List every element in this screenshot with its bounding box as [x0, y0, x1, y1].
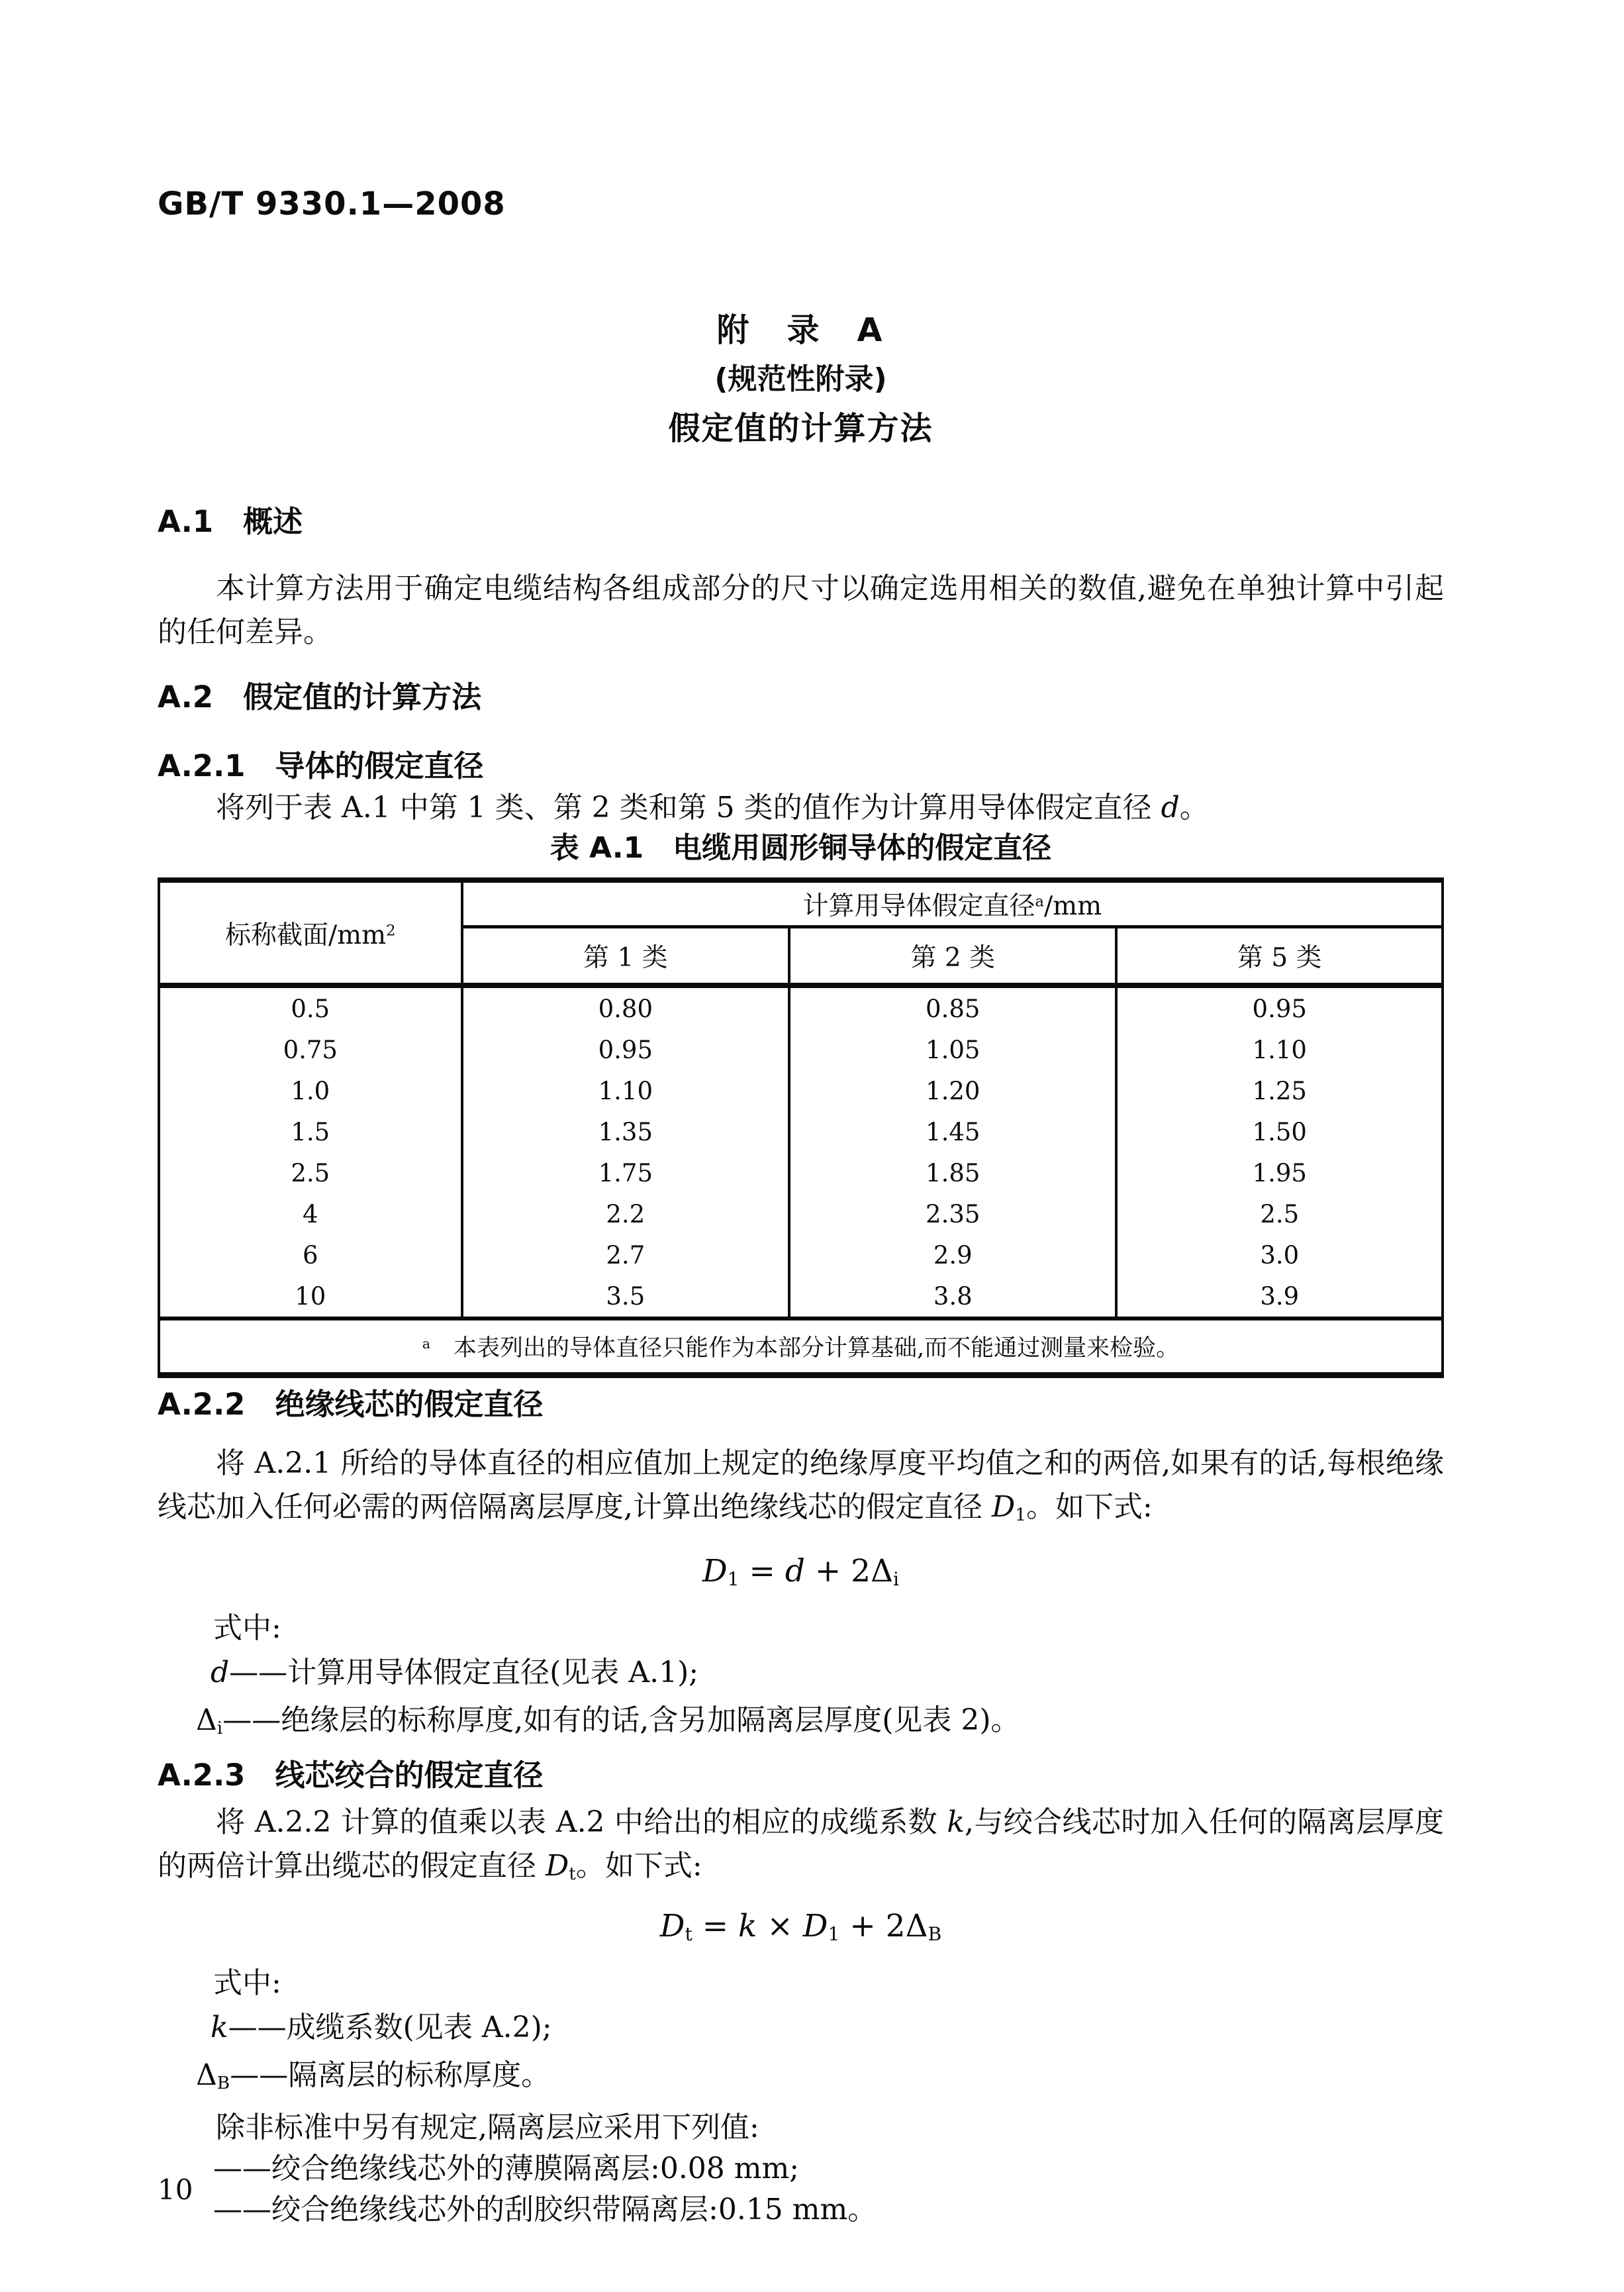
table-cell: 2.7 [462, 1234, 789, 1275]
table-cell: 0.75 [159, 1029, 462, 1070]
page-number: 10 [158, 2173, 193, 2206]
table-footnote: $^a$ 本表列出的导体直径只能作为本部分计算基础,而不能通过测量来检验。 [159, 1319, 1443, 1375]
where-label-2: 式中: [213, 1966, 281, 2000]
separator-value-film: ——绞合绝缘线芯外的薄膜隔离层:0.08 mm; [213, 2151, 800, 2185]
paragraph-a21-intro: 将列于表 A.1 中第 1 类、第 2 类和第 5 类的值作为计算用导体假定直径 d。 [216, 791, 1209, 824]
table-cell: 1.20 [789, 1070, 1116, 1111]
heading-a1: A.1 概述 [158, 504, 303, 539]
table-cell: 2.9 [789, 1234, 1116, 1275]
table-cell: 3.8 [789, 1275, 1116, 1319]
heading-a23: A.2.3 线芯绞合的假定直径 [158, 1757, 544, 1793]
heading-a21: A.2.1 导体的假定直径 [158, 748, 484, 783]
column-group-header-assumed-diameter: 计算用导体假定直径$^a$/mm [462, 880, 1443, 927]
table-a1 [158, 877, 1444, 1378]
definition-d: d——计算用导体假定直径(见表 A.1); [211, 1656, 699, 1689]
heading-a2: A.2 假定值的计算方法 [158, 679, 482, 715]
table-cell: 0.80 [462, 985, 789, 1029]
table-footnote-row [159, 1319, 1443, 1375]
paragraph-a22: 将 A.2.1 所给的导体直径的相应值加上规定的绝缘厚度平均值之和的两倍,如果有的话,每根绝缘线芯加入任何必需的两倍隔离层厚度,计算出绝缘线芯的假定直径 D1。如下式: [158, 1446, 1444, 1525]
separator-values-note: 除非标准中另有规定,隔离层应采用下列值: [216, 2110, 759, 2144]
table-cell: 2.2 [462, 1193, 789, 1234]
table-row [159, 1111, 1443, 1152]
appendix-title: 附 录 A [716, 311, 885, 349]
table-cell: 1.45 [789, 1111, 1116, 1152]
table-cell: 2.5 [159, 1152, 462, 1193]
table-cell: 1.10 [462, 1070, 789, 1111]
where-label-1: 式中: [213, 1611, 281, 1645]
table-cell: 6 [159, 1234, 462, 1275]
table-row [159, 985, 1443, 1029]
table-cell: 1.5 [159, 1111, 462, 1152]
table-cell: 3.5 [462, 1275, 789, 1319]
definition-k: k——成缆系数(见表 A.2); [211, 2010, 552, 2044]
appendix-subtitle: (规范性附录) [714, 362, 887, 396]
table-cell: 4 [159, 1193, 462, 1234]
table-cell: 1.75 [462, 1152, 789, 1193]
table-cell: 3.9 [1116, 1275, 1443, 1319]
paragraph-a1: 本计算方法用于确定电缆结构各组成部分的尺寸以确定选用相关的数值,避免在单独计算中引起的任何差异。 [158, 572, 1444, 649]
table-row [159, 1234, 1443, 1275]
table-cell: 1.10 [1116, 1029, 1443, 1070]
table-cell: 1.0 [159, 1070, 462, 1111]
table-row [159, 1029, 1443, 1070]
table-cell: 1.95 [1116, 1152, 1443, 1193]
column-header-class-1: 第 1 类 [462, 927, 789, 986]
table-cell: 2.35 [789, 1193, 1116, 1234]
separator-value-tape: ——绞合绝缘线芯外的刮胶织带隔离层:0.15 mm。 [213, 2192, 877, 2226]
table-cell: 1.35 [462, 1111, 789, 1152]
definition-delta-b: ΔB——隔离层的标称厚度。 [196, 2058, 551, 2093]
table-cell: 0.95 [1116, 985, 1443, 1029]
table-row [159, 1275, 1443, 1319]
table-row [159, 1152, 1443, 1193]
table-cell: 1.25 [1116, 1070, 1443, 1111]
table-cell: 3.0 [1116, 1234, 1443, 1275]
table-row [159, 1193, 1443, 1234]
table-a1-title: 表 A.1 电缆用圆形铜导体的假定直径 [549, 831, 1052, 865]
table-cell: 0.85 [789, 985, 1116, 1029]
column-header-nominal-section: 标称截面$/mm^2$ [159, 880, 462, 985]
heading-a22: A.2.2 绝缘线芯的假定直径 [158, 1387, 544, 1422]
formula-cabled-core-diameter: Dt = k × D1 + 2ΔB [659, 1907, 942, 1945]
table-cell: 0.5 [159, 985, 462, 1029]
formula-insulated-core-diameter: D1 = d + 2Δi [702, 1552, 900, 1590]
paragraph-a23: 将 A.2.2 计算的值乘以表 A.2 中给出的相应的成缆系数 k,与绞合线芯时加入任何的隔离层厚度的两倍计算出缆芯的假定直径 Dt。如下式: [158, 1805, 1444, 1884]
table-row [159, 1070, 1443, 1111]
column-header-class-5: 第 5 类 [1116, 927, 1443, 986]
table-cell: 10 [159, 1275, 462, 1319]
column-header-class-2: 第 2 类 [789, 927, 1116, 986]
appendix-subject: 假定值的计算方法 [668, 410, 933, 447]
appendix-title-block [158, 306, 1444, 453]
table-header-row [159, 880, 1443, 927]
standard-number: GB/T 9330.1—2008 [158, 185, 506, 223]
definition-delta-i: Δi——绝缘层的标称厚度,如有的话,含另加隔离层厚度(见表 2)。 [196, 1703, 1020, 1738]
table-cell: 2.5 [1116, 1193, 1443, 1234]
table-cell: 1.85 [789, 1152, 1116, 1193]
table-cell: 1.05 [789, 1029, 1116, 1070]
table-cell: 0.95 [462, 1029, 789, 1070]
table-cell: 1.50 [1116, 1111, 1443, 1152]
